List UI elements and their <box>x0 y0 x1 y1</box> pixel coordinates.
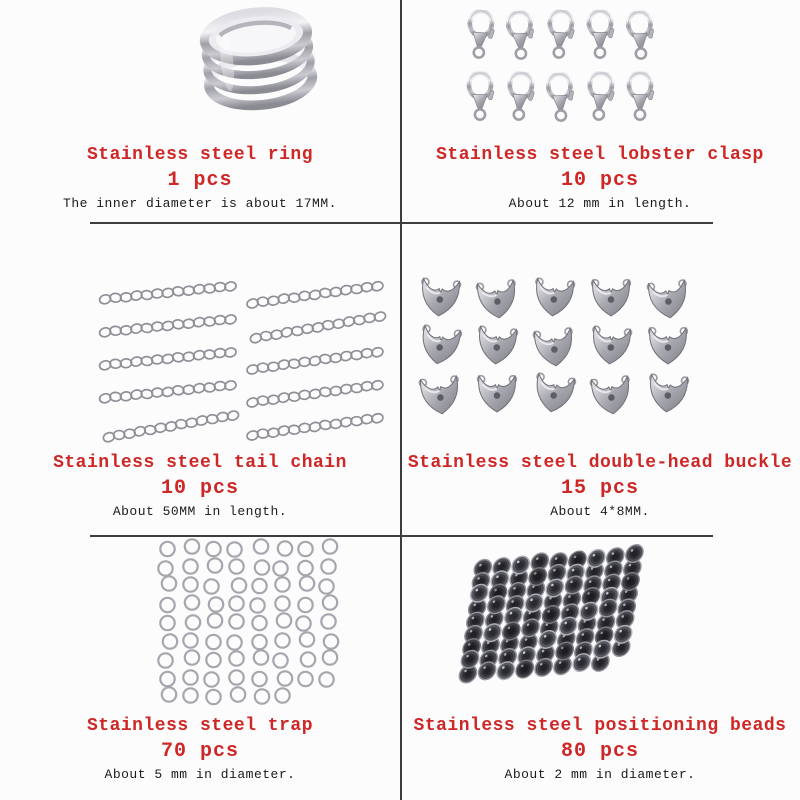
panel-trap <box>0 537 400 800</box>
product-description: The inner diameter is about 17MM. <box>63 196 337 211</box>
product-title: Stainless steel trap <box>86 716 314 736</box>
product-quantity: 70 pcs <box>160 740 239 763</box>
jump-ring-item <box>227 612 246 631</box>
jump-ring-item <box>273 631 292 650</box>
jump-ring-item <box>296 669 315 688</box>
product-title: Stainless steel tail chain <box>53 453 347 473</box>
tail-chain-photo <box>98 286 392 451</box>
product-description: About 2 mm in diameter. <box>504 767 696 782</box>
panel-positioning-beads <box>400 537 800 800</box>
double-head-buckle-item <box>641 370 695 417</box>
jump-ring-item <box>160 685 179 704</box>
jump-ring-item <box>229 685 248 704</box>
positioning-bead-item <box>586 548 608 569</box>
caption-lobster-clasp <box>400 142 800 214</box>
double-head-buckle-item <box>526 368 582 418</box>
product-quantity: 10 pcs <box>160 477 239 500</box>
product-description: About 12 mm in length. <box>508 196 692 211</box>
jump-ring-item <box>273 575 292 594</box>
lobster-clasp-item <box>538 7 582 66</box>
jump-ring-item <box>276 539 295 558</box>
positioning-bead-item <box>514 659 536 680</box>
jump-ring-item <box>252 648 271 667</box>
jump-ring-item <box>253 558 272 577</box>
product-description: About 4*8MM. <box>550 504 650 519</box>
double-head-buckle-photo <box>415 276 700 415</box>
product-quantity: 10 pcs <box>560 169 639 192</box>
caption-double-head-buckle <box>400 450 800 522</box>
positioning-bead-item <box>624 543 646 564</box>
jump-ring-item <box>206 556 225 575</box>
jump-ring-item <box>273 594 292 613</box>
jump-ring-item <box>252 537 271 556</box>
caption-positioning-beads <box>400 713 800 785</box>
jump-ring-item <box>184 613 203 632</box>
tail-chain-item <box>245 418 392 451</box>
double-head-buckle-item <box>641 275 695 323</box>
jump-ring-item <box>202 670 221 689</box>
jump-ring-item <box>156 651 175 670</box>
caption-ring <box>0 142 400 214</box>
jump-ring-item <box>321 648 340 667</box>
jump-ring-item <box>275 611 294 630</box>
product-title: Stainless steel double-head buckle <box>407 453 793 473</box>
jump-ring-item <box>227 557 246 576</box>
lobster-clasp-item <box>578 69 622 128</box>
jump-ring-item <box>271 559 290 578</box>
double-head-buckle-item <box>584 322 638 369</box>
panel-lobster-clasp <box>400 0 800 222</box>
jump-ring-item <box>298 630 317 649</box>
jump-ring-item <box>321 593 340 612</box>
jump-ring-item <box>271 651 290 670</box>
jump-ring-item <box>276 669 295 688</box>
lobster-clasp-photo <box>460 8 660 126</box>
jump-ring-item <box>253 687 272 706</box>
jump-ring-item <box>183 537 202 556</box>
tail-chain-item <box>98 418 245 451</box>
jump-ring-item <box>298 574 317 593</box>
double-head-buckle-item <box>584 371 638 419</box>
product-quantity: 15 pcs <box>560 477 639 500</box>
caption-trap <box>0 713 400 785</box>
double-head-buckle-item <box>470 275 524 323</box>
product-description: About 5 mm in diameter. <box>104 767 296 782</box>
product-title: Stainless steel ring <box>86 145 314 165</box>
jump-ring-item <box>273 686 292 705</box>
jump-ring-item <box>230 576 249 595</box>
jump-ring-item <box>181 631 200 650</box>
product-quantity: 80 pcs <box>560 740 639 763</box>
positioning-bead-item <box>612 624 634 645</box>
jump-ring-item <box>181 668 200 687</box>
lobster-clasp-item <box>498 69 542 128</box>
jump-ring-item <box>181 686 200 705</box>
jump-ring-item <box>161 632 180 651</box>
trap-photo <box>158 538 342 705</box>
jump-ring-item <box>296 595 315 614</box>
jump-ring-item <box>248 596 267 615</box>
jump-ring-item <box>160 574 179 593</box>
lobster-clasp-item <box>619 8 662 66</box>
product-title: Stainless steel positioning beads <box>413 716 787 736</box>
jump-ring-item <box>202 577 221 596</box>
panel-tail-chain <box>0 224 400 535</box>
jump-ring-item <box>250 669 269 688</box>
jump-ring-item <box>319 557 338 576</box>
lobster-clasp-item <box>458 7 502 66</box>
product-description: About 50MM in length. <box>112 504 288 519</box>
positioning-bead-item <box>557 616 579 637</box>
jump-ring-item <box>204 651 223 670</box>
double-head-buckle-item <box>643 324 693 367</box>
lobster-clasp-item <box>499 8 542 66</box>
product-title: Stainless steel lobster clasp <box>436 145 764 165</box>
jump-ring-item <box>227 649 246 668</box>
jump-ring-item <box>181 557 200 576</box>
caption-tail-chain <box>0 450 400 522</box>
jump-ring-item <box>158 595 177 614</box>
jump-ring-item <box>158 540 177 559</box>
panel-stainless-steel-ring <box>0 0 400 222</box>
positioning-bead-item <box>620 571 642 592</box>
jump-ring-item <box>227 594 246 613</box>
double-head-buckle-item <box>472 372 522 415</box>
jump-ring-item <box>225 540 244 559</box>
jump-ring-item <box>206 611 225 630</box>
double-head-buckle-item <box>586 276 636 319</box>
jump-ring-item <box>317 670 336 689</box>
positioning-beads-photo <box>458 545 645 679</box>
jump-ring-item <box>319 612 338 631</box>
double-head-buckle-item <box>470 322 524 369</box>
jump-ring-item <box>183 593 202 612</box>
double-head-buckle-item <box>412 320 468 370</box>
lobster-clasp-item <box>539 70 582 128</box>
jump-ring-item <box>158 614 177 633</box>
jump-ring-item <box>204 688 223 707</box>
product-quantity: 1 pcs <box>167 169 233 192</box>
ring-photo <box>182 2 334 118</box>
jump-ring-item <box>227 668 246 687</box>
jump-ring-item <box>321 537 340 556</box>
jump-ring-item <box>250 577 269 596</box>
double-head-buckle-item <box>413 371 467 419</box>
lobster-clasp-item <box>580 8 620 64</box>
double-head-buckle-item <box>527 274 581 321</box>
jump-ring-item <box>181 575 200 594</box>
ring-illustration <box>182 2 334 115</box>
positioning-bead-item <box>571 652 593 673</box>
double-head-buckle-item <box>527 323 581 371</box>
jump-ring-item <box>225 633 244 652</box>
jump-ring-item <box>296 540 315 559</box>
jump-ring-item <box>250 614 269 633</box>
jump-ring-item <box>204 632 223 651</box>
jump-ring-item <box>183 648 202 667</box>
lobster-clasp-item <box>460 70 500 126</box>
jump-ring-item <box>299 650 318 669</box>
lobster-clasp-item <box>620 70 660 126</box>
panel-double-head-buckle <box>400 224 800 535</box>
positioning-bead-item <box>591 639 613 660</box>
double-head-buckle-item <box>413 274 467 321</box>
